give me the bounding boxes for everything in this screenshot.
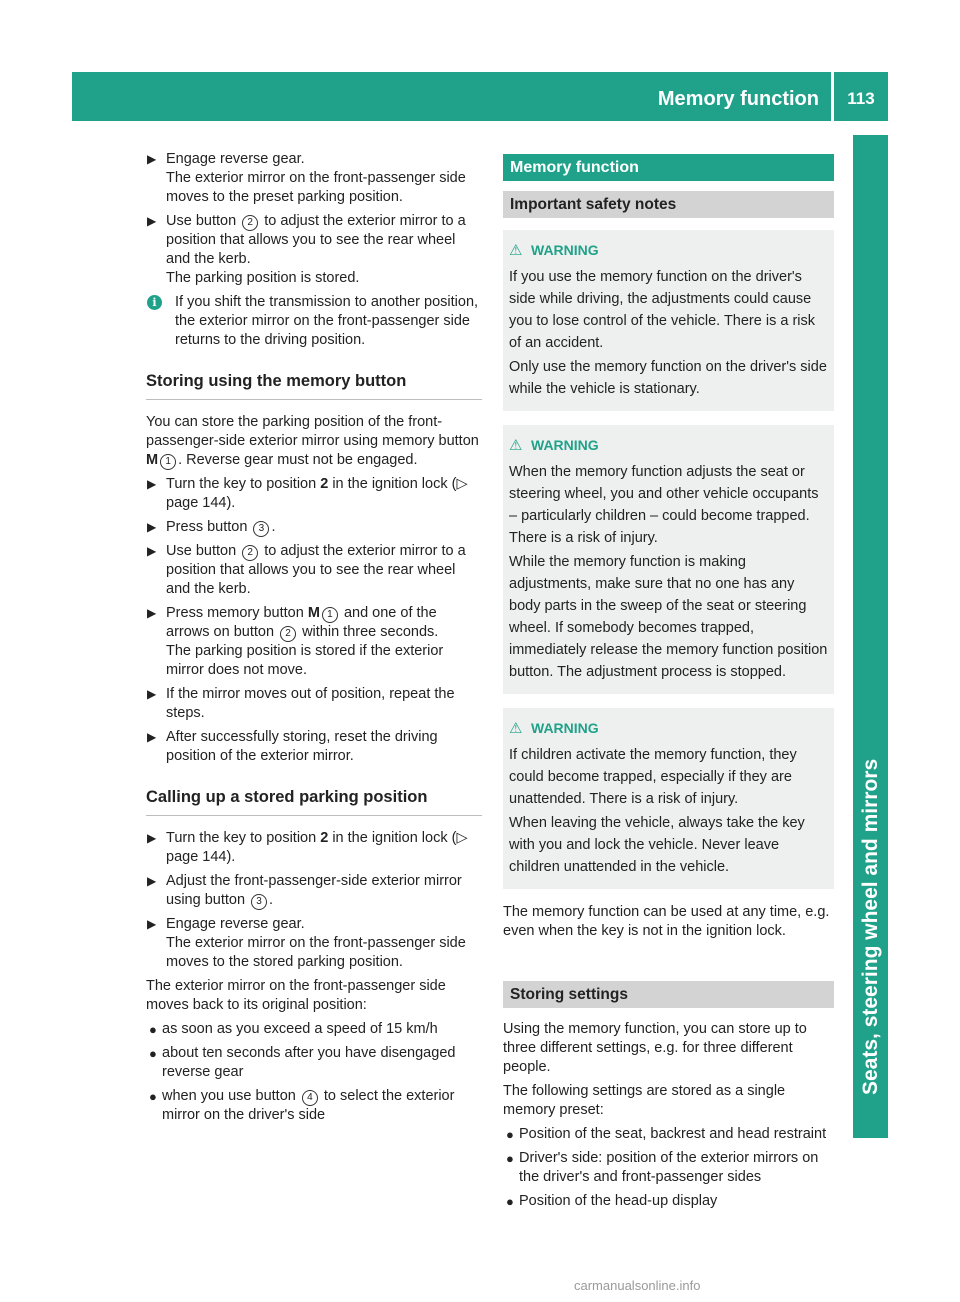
storing-paragraph: You can store the parking position of the front-passenger-side exterior mirror using memory button M 1 . Reverse gear must not be engaged. xyxy=(146,414,479,468)
bullet-icon: ● xyxy=(149,1022,157,1037)
warning-paragraph: If children activate the memory function, they could become trapped, especially if they are unattended. There is a risk of injury. xyxy=(509,747,797,807)
section-heading-memory-function: Memory function xyxy=(503,154,834,181)
bullet-icon: ● xyxy=(506,1127,514,1142)
instruction-step xyxy=(146,475,482,513)
warning-title: ⚠ WARNING xyxy=(509,717,828,740)
warning-paragraph: When leaving the vehicle, always take the key with you and lock the vehicle. Never leave children unattended in the vehicle. xyxy=(509,815,805,875)
subsection-heading-safety: Important safety notes xyxy=(503,191,834,218)
step-arrow-icon: ▶ xyxy=(147,917,157,931)
calling-paragraph: The exterior mirror on the front-passenger side moves back to its original position: xyxy=(146,978,446,1013)
warning-triangle-icon: ⚠ xyxy=(509,437,523,454)
instruction-step xyxy=(146,542,482,599)
list-item: ● Position of the head-up display xyxy=(506,1193,718,1209)
step-text: Adjust the front-passenger-side exterior mirror using button 3 . xyxy=(166,873,462,908)
button-number-badge: 2 xyxy=(280,626,296,642)
storing-settings-paragraph: Using the memory function, you can store up to three different settings, e.g. for three different people. xyxy=(503,1021,807,1075)
step-text: Turn the key to position 2 in the ignition lock (▷ page 144). xyxy=(166,476,468,511)
step-arrow-icon: ▶ xyxy=(147,520,157,534)
warning-box xyxy=(503,425,834,694)
warning-title: ⚠ WARNING xyxy=(509,434,828,457)
list-item: ● when you use button 4 to select the exterior mirror on the driver's side xyxy=(149,1088,455,1123)
step-arrow-icon: ▶ xyxy=(147,606,157,620)
step-text: After successfully storing, reset the driving position of the exterior mirror. xyxy=(166,729,438,764)
instruction-step xyxy=(146,604,482,680)
warning-paragraph: While the memory function is making adjustments, make sure that no one has any body parts in the sweep of the seat or steering wheel. If somebody becomes trapped, immediately release the memory function position button. The adjustment process is stopped. xyxy=(509,554,828,680)
step-text: Press memory button M 1 and one of the arrows on button 2 within three seconds. xyxy=(166,605,439,640)
instruction-step xyxy=(146,915,482,972)
warning-title: ⚠ WARNING xyxy=(509,239,828,262)
list-item: ● Position of the seat, backrest and head restraint xyxy=(506,1126,827,1142)
warning-paragraph: Only use the memory function on the driver's side while the vehicle is stationary. xyxy=(509,359,827,397)
step-text: Engage reverse gear. xyxy=(166,151,305,167)
step-text: If the mirror moves out of position, repeat the steps. xyxy=(166,686,455,721)
step-result: The exterior mirror on the front-passenger side moves to the preset parking position. xyxy=(166,170,466,205)
right-column xyxy=(503,150,834,1216)
step-text: Turn the key to position 2 in the ignition lock (▷ page 144). xyxy=(166,830,468,865)
button-number-badge: 2 xyxy=(242,545,258,561)
step-result: The parking position is stored. xyxy=(166,270,360,286)
info-note-text: If you shift the transmission to another position, the exterior mirror on the front-passenger side returns to the driving position. xyxy=(175,294,479,348)
instruction-step xyxy=(146,728,482,766)
step-arrow-icon: ▶ xyxy=(147,477,157,491)
button-number-badge: 1 xyxy=(322,607,338,623)
page-header xyxy=(72,72,888,121)
step-arrow-icon: ▶ xyxy=(147,214,157,228)
storing-settings-paragraph: The following settings are stored as a single memory preset: xyxy=(503,1083,786,1118)
info-icon: i xyxy=(147,295,162,310)
section-heading-calling: Calling up a stored parking position xyxy=(146,788,482,816)
bullet-icon: ● xyxy=(149,1046,157,1061)
step-arrow-icon: ▶ xyxy=(147,730,157,744)
button-number-badge: 4 xyxy=(302,1090,318,1106)
step-result: The exterior mirror on the front-passenger side moves to the stored parking position. xyxy=(166,935,466,970)
bullet-icon: ● xyxy=(506,1151,514,1166)
warning-triangle-icon: ⚠ xyxy=(509,242,523,259)
instruction-step xyxy=(146,518,482,537)
warning-paragraph: When the memory function adjusts the seat or steering wheel, you and other vehicle occupants – particularly children – could become trapped. There is a risk of injury. xyxy=(509,464,819,546)
page-number: 113 xyxy=(847,89,875,108)
section-heading-storing: Storing using the memory button xyxy=(146,372,482,400)
button-number-badge: 3 xyxy=(251,894,267,910)
button-number-badge: 3 xyxy=(253,521,269,537)
step-arrow-icon: ▶ xyxy=(147,831,157,845)
instruction-step xyxy=(146,829,482,867)
list-item: ● as soon as you exceed a speed of 15 km/h xyxy=(149,1021,438,1037)
memory-usage-paragraph: The memory function can be used at any time, e.g. even when the key is not in the ignition lock. xyxy=(503,904,830,939)
step-arrow-icon: ▶ xyxy=(147,687,157,701)
step-arrow-icon: ▶ xyxy=(147,152,157,166)
step-text: Use button 2 to adjust the exterior mirror to a position that allows you to see the rear wheel and the kerb. xyxy=(166,213,466,267)
instruction-step xyxy=(146,872,482,910)
step-text: Use button 2 to adjust the exterior mirror to a position that allows you to see the rear wheel and the kerb. xyxy=(166,543,466,597)
chapter-side-label-text: Seats, steering wheel and mirrors xyxy=(859,758,882,1095)
button-number-badge: 2 xyxy=(242,215,258,231)
step-result: The parking position is stored if the exterior mirror does not move. xyxy=(166,643,444,678)
warning-box xyxy=(503,708,834,889)
step-arrow-icon: ▶ xyxy=(147,544,157,558)
header-title: Memory function xyxy=(657,88,819,110)
warning-paragraph: If you use the memory function on the driver's side while driving, the adjustments could cause you to lose control of the vehicle. There is a risk of an accident. xyxy=(509,269,815,351)
instruction-step xyxy=(146,212,482,288)
instruction-step xyxy=(146,685,482,723)
subsection-heading-storing-settings: Storing settings xyxy=(503,981,834,1008)
bullet-icon: ● xyxy=(506,1194,514,1209)
step-text: Engage reverse gear. xyxy=(166,916,305,932)
bullet-icon: ● xyxy=(149,1089,157,1104)
warning-triangle-icon: ⚠ xyxy=(509,720,523,737)
step-arrow-icon: ▶ xyxy=(147,874,157,888)
step-text: Press button 3 . xyxy=(166,519,276,535)
button-number-badge: 1 xyxy=(160,454,176,470)
warning-box xyxy=(503,230,834,411)
list-item: ● about ten seconds after you have disengaged reverse gear xyxy=(149,1045,456,1080)
instruction-step xyxy=(146,150,482,207)
watermark: carmanualsonline.info xyxy=(574,1278,701,1293)
info-note xyxy=(146,293,482,350)
list-item: ● Driver's side: position of the exterior mirrors on the driver's and front-passenger sides xyxy=(506,1150,819,1185)
left-column xyxy=(146,150,482,1130)
